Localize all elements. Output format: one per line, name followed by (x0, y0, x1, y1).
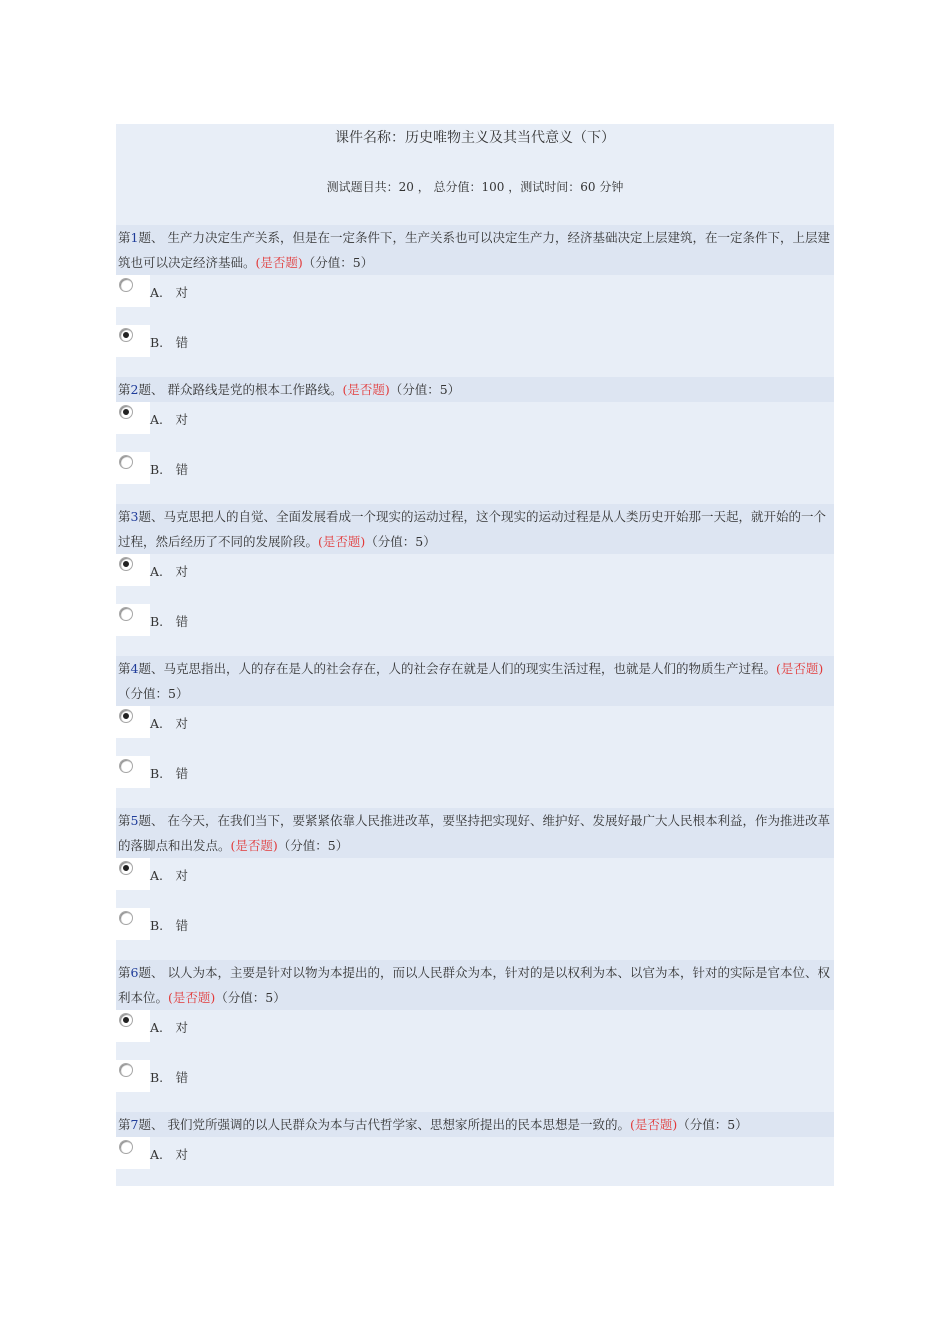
question-text: 生产力决定生产关系，但是在一定条件下，生产关系也可以决定生产力，经济基础决定上层建筑，在一定条件下，上层建筑也可以决定经济基础。 (118, 230, 830, 270)
page-title: 课件名称：历史唯物主义及其当代意义（下） (335, 130, 615, 146)
radio-unchecked-icon[interactable] (119, 1140, 133, 1154)
question-prefix: 第 (118, 382, 131, 397)
question-number: 5 (130, 813, 139, 828)
option-label: B. 错 (150, 614, 189, 629)
question-text: 群众路线是党的根本工作路线。 (163, 382, 343, 397)
radio-cell (116, 1010, 150, 1042)
question-prefix: 第 (118, 661, 131, 676)
question-number: 2 (130, 382, 139, 397)
option-label: A. 对 (150, 412, 189, 427)
answer-option[interactable] (116, 858, 834, 898)
radio-unchecked-icon[interactable] (119, 911, 133, 925)
question-score: （分值：5） (277, 838, 349, 853)
answer-option[interactable] (116, 604, 834, 644)
question-score: （分值：5） (677, 1117, 748, 1132)
question-2 (116, 377, 834, 402)
radio-unchecked-icon[interactable] (119, 278, 133, 292)
answer-option[interactable] (116, 1060, 834, 1100)
question-number: 4 (130, 661, 139, 676)
question-6 (116, 960, 834, 1010)
radio-cell (116, 402, 150, 434)
radio-checked-icon[interactable] (119, 328, 133, 342)
option-label: A. 对 (150, 1020, 189, 1035)
question-text: 马克思指出，人的存在是人的社会存在，人的社会存在就是人们的现实生活过程，也就是人们的物质生产过程。 (163, 661, 776, 676)
answer-option[interactable] (116, 402, 834, 442)
radio-unchecked-icon[interactable] (119, 759, 133, 773)
question-suffix: 题、 (138, 230, 164, 245)
question-prefix: 第 (118, 1117, 131, 1132)
question-type: (是否题) (342, 382, 390, 397)
radio-cell (116, 554, 150, 586)
answer-option[interactable] (116, 756, 834, 796)
radio-unchecked-icon[interactable] (119, 1063, 133, 1077)
radio-unchecked-icon[interactable] (119, 607, 133, 621)
question-number: 1 (130, 230, 139, 245)
question-text: 我们党所强调的以人民群众为本与古代哲学家、思想家所提出的民本思想是一致的。 (163, 1117, 630, 1132)
radio-checked-icon[interactable] (119, 861, 133, 875)
answer-option[interactable] (116, 706, 834, 746)
answer-option[interactable] (116, 452, 834, 492)
option-label: A. 对 (150, 1147, 189, 1162)
question-suffix: 题、 (138, 965, 164, 980)
question-text: 以人为本，主要是针对以物为本提出的，而以人民群众为本，针对的是以权利为本、以官为本，针对的实际是官本位、权利本位。 (118, 965, 830, 1005)
question-type: (是否题) (230, 838, 278, 853)
question-suffix: 题、 (138, 661, 164, 676)
option-label: B. 错 (150, 766, 189, 781)
question-text: 在今天，在我们当下，要紧紧依靠人民推进改革，要坚持把实现好、维护好、发展好最广大人民根本利益，作为推进改革的落脚点和出发点。 (118, 813, 830, 853)
radio-checked-icon[interactable] (119, 1013, 133, 1027)
question-prefix: 第 (118, 230, 131, 245)
option-label: A. 对 (150, 716, 189, 731)
answer-option[interactable] (116, 275, 834, 315)
quiz-panel (116, 124, 834, 1186)
radio-checked-icon[interactable] (119, 557, 133, 571)
radio-unchecked-icon[interactable] (119, 455, 133, 469)
answer-option[interactable] (116, 908, 834, 948)
question-suffix: 题、 (138, 382, 164, 397)
radio-cell (116, 908, 150, 940)
question-type: (是否题) (318, 534, 366, 549)
option-label: A. 对 (150, 564, 189, 579)
option-label: B. 错 (150, 462, 189, 477)
question-text: 马克思把人的自觉、全面发展看成一个现实的运动过程，这个现实的运动过程是从人类历史开始那一天起，就开始的一个过程，然后经历了不同的发展阶段。 (118, 509, 826, 549)
question-prefix: 第 (118, 813, 131, 828)
radio-cell (116, 706, 150, 738)
option-label: B. 错 (150, 1070, 189, 1085)
radio-cell (116, 756, 150, 788)
question-suffix: 题、 (138, 509, 164, 524)
question-number: 6 (130, 965, 139, 980)
question-suffix: 题、 (138, 813, 164, 828)
question-number: 7 (130, 1117, 139, 1132)
question-3 (116, 504, 834, 554)
question-number: 3 (130, 509, 139, 524)
question-5 (116, 808, 834, 858)
answer-option[interactable] (116, 554, 834, 594)
question-type: (是否题) (776, 661, 824, 676)
question-prefix: 第 (118, 965, 131, 980)
radio-checked-icon[interactable] (119, 709, 133, 723)
radio-cell (116, 604, 150, 636)
question-score: （分值：5） (302, 255, 374, 270)
answer-option[interactable] (116, 1010, 834, 1050)
radio-cell (116, 1060, 150, 1092)
question-score: （分值：5） (118, 686, 189, 701)
question-7 (116, 1112, 834, 1137)
radio-checked-icon[interactable] (119, 405, 133, 419)
question-score: （分值：5） (389, 382, 461, 397)
option-label: B. 错 (150, 918, 189, 933)
radio-cell (116, 1137, 150, 1169)
test-info: 测试题目共：20 ， 总分值：100 ，测试时间：60 分钟 (326, 180, 624, 194)
question-suffix: 题、 (138, 1117, 164, 1132)
answer-option[interactable] (116, 1137, 834, 1177)
question-type: (是否题) (168, 990, 216, 1005)
option-label: A. 对 (150, 868, 189, 883)
radio-cell (116, 275, 150, 307)
question-type: (是否题) (629, 1117, 678, 1132)
option-label: A. 对 (150, 285, 189, 300)
answer-option[interactable] (116, 325, 834, 365)
radio-cell (116, 325, 150, 357)
question-score: （分值：5） (365, 534, 436, 549)
option-label: B. 错 (150, 335, 189, 350)
radio-cell (116, 858, 150, 890)
question-1 (116, 225, 834, 275)
question-prefix: 第 (118, 509, 131, 524)
question-score: （分值：5） (215, 990, 286, 1005)
question-type: (是否题) (255, 255, 303, 270)
radio-cell (116, 452, 150, 484)
question-4 (116, 656, 834, 706)
